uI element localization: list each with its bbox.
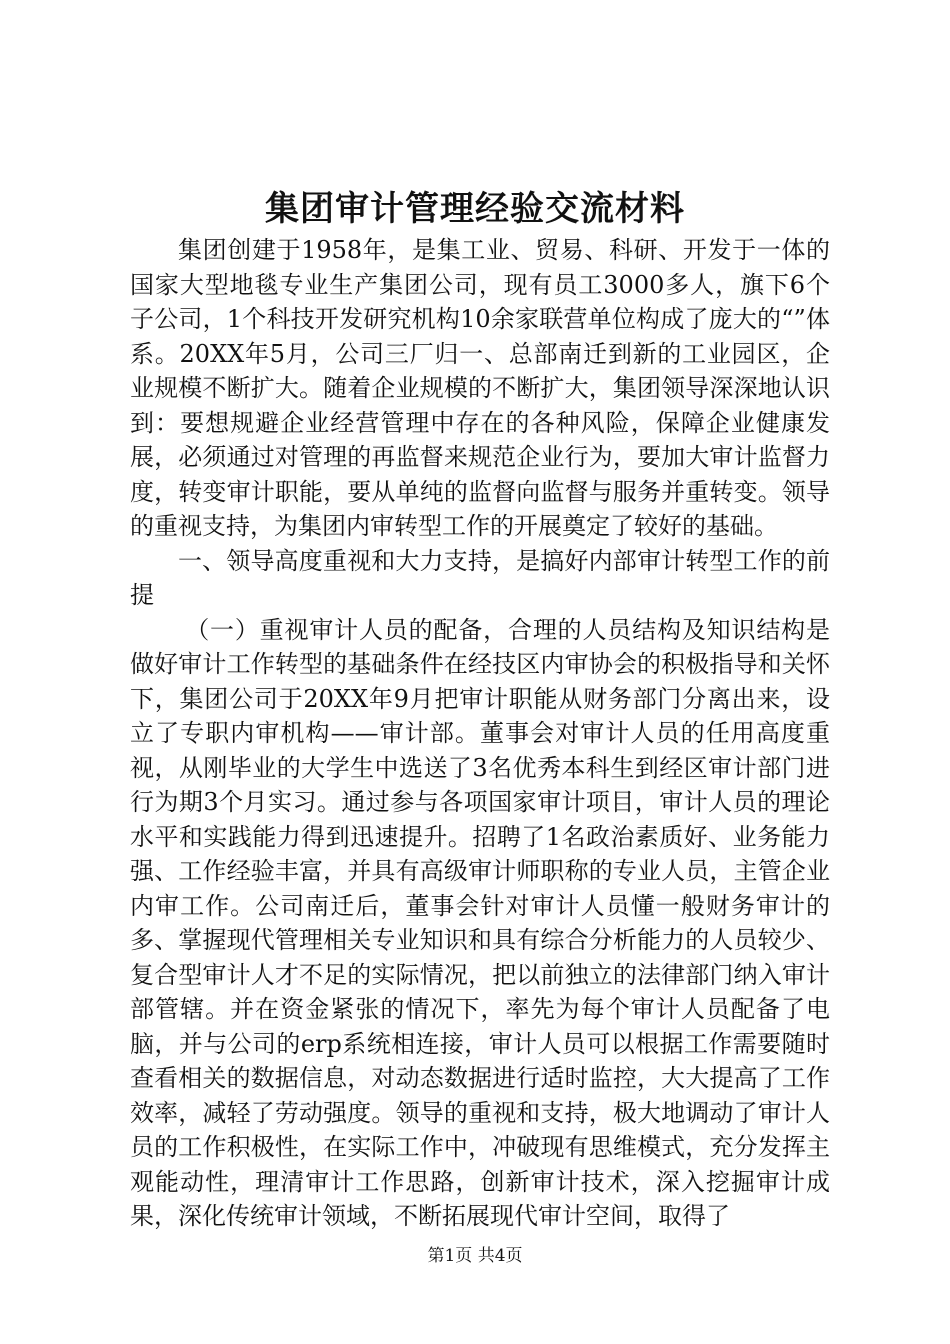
subsection-paragraph-1: （一）重视审计人员的配备，合理的人员结构及知识结构是做好审计工作转型的基础条件在经技区内审协会的积极指导和关怀下，集团公司于20XX年9月把审计职能从财务部门分离出来，设立了专职内审机构——审计部。董事会对审计人员的任用高度重视，从刚毕业的大学生中选送了3名优秀本科生到经区审计部门进行为期3个月实习。通过参与各项国家审计项目，审计人员的理论水平和实践能力得到迅速提升。招聘了1名政治素质好、业务能力强、工作经验丰富，并具有高级审计师职称的专业人员，主管企业内审工作。公司南迁后，董事会针对审计人员懂一般财务审计的多、掌握现代管理相关专业知识和具有综合分析能力的人员较少、复合型审计人才不足的实际情况，把以前独立的法律部门纳入审计部管辖。并在资金紧张的情况下，率先为每个审计人员配备了电脑，并与公司的erp系统相连接，审计人员可以根据工作需要随时查看相关的数据信息，对动态数据进行适时监控，大大提高了工作效率，减轻了劳动强度。领导的重视和支持，极大地调动了审计人员的工作积极性，在实际工作中，冲破现有思维模式，充分发挥主观能动性，理清审计工作思路，创新审计技术，深入挖掘审计成果，深化传统审计领域，不断拓展现代审计空间，取得了 — [130, 615, 830, 1230]
page-footer: 第1页 共4页 — [427, 1246, 523, 1266]
document-title: 集团审计管理经验交流材料 — [265, 189, 685, 229]
intro-paragraph: 集团创建于1958年，是集工业、贸易、科研、开发于一体的国家大型地毯专业生产集团公司，现有员工3000多人，旗下6个子公司，1个科技开发研究机构10余家联营单位构成了庞大的“”体系。20XX年5月，公司三厂归一、总部南迁到新的工业园区，企业规模不断扩大。随着企业规模的不断扩大，集团领导深深地认识到：要想规避企业经营管理中存在的各种风险，保障企业健康发展，必须通过对管理的再监督来规范企业行为，要加大审计监督力度，转变审计职能，要从单纯的监督向监督与服务并重转变。领导的重视支持，为集团内审转型工作的开展奠定了较好的基础。 — [130, 236, 830, 540]
document-body — [130, 233, 830, 1234]
section-heading-1: 一、领导高度重视和大力支持，是搞好内部审计转型工作的前提 — [130, 546, 830, 609]
